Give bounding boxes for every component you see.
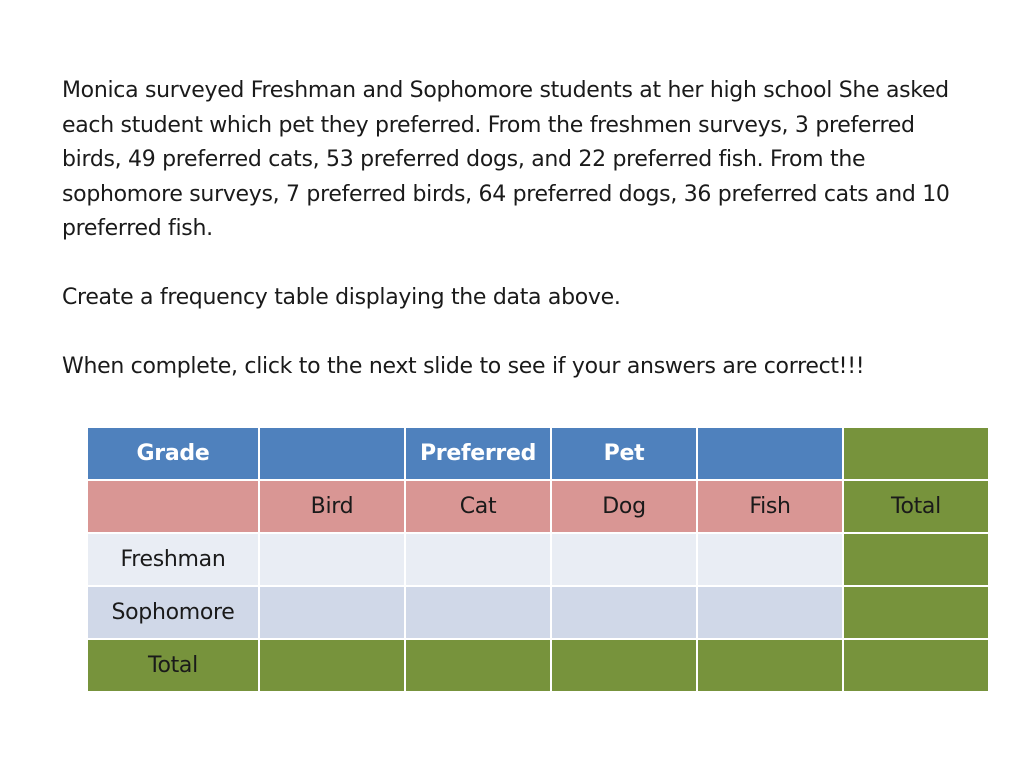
table-row-sophomore	[87, 586, 989, 639]
table-cell[interactable]	[697, 639, 843, 692]
table-cell[interactable]	[405, 586, 551, 639]
table-cell[interactable]	[697, 586, 843, 639]
table-cell-total[interactable]	[843, 586, 989, 639]
header-cell-pet: Pet	[551, 427, 697, 480]
category-cell-dog: Dog	[551, 480, 697, 533]
category-cell-cat: Cat	[405, 480, 551, 533]
next-slide-hint: When complete, click to the next slide to see if your answers are correct!!!	[62, 354, 865, 379]
table-cell[interactable]	[551, 639, 697, 692]
table-cell[interactable]	[259, 639, 405, 692]
row-label-total: Total	[87, 639, 259, 692]
table-cell[interactable]	[259, 533, 405, 586]
header-cell-blank	[259, 427, 405, 480]
row-label-freshman: Freshman	[87, 533, 259, 586]
table-cell[interactable]	[259, 586, 405, 639]
header-cell-preferred: Preferred	[405, 427, 551, 480]
table-row-total	[87, 639, 989, 692]
header-cell-blank	[697, 427, 843, 480]
table-cell[interactable]	[551, 586, 697, 639]
instruction-text: Create a frequency table displaying the data above.	[62, 285, 621, 310]
table-category-row	[87, 480, 989, 533]
table-cell[interactable]	[551, 533, 697, 586]
table-cell[interactable]	[405, 533, 551, 586]
header-cell-grade: Grade	[87, 427, 259, 480]
header-cell-blank	[843, 427, 989, 480]
category-cell-bird: Bird	[259, 480, 405, 533]
table-row-freshman	[87, 533, 989, 586]
table-header-row	[87, 427, 989, 480]
row-label-sophomore: Sophomore	[87, 586, 259, 639]
problem-text	[62, 74, 962, 385]
category-cell-total: Total	[843, 480, 989, 533]
category-cell-fish: Fish	[697, 480, 843, 533]
table-cell-total[interactable]	[843, 533, 989, 586]
category-cell-blank	[87, 480, 259, 533]
table-cell[interactable]	[697, 533, 843, 586]
frequency-table	[86, 426, 990, 693]
table-cell[interactable]	[405, 639, 551, 692]
table-cell-total[interactable]	[843, 639, 989, 692]
problem-statement: Monica surveyed Freshman and Sophomore students at her high school She asked each student which pet they preferred. From the freshmen surveys, 3 preferred birds, 49 preferred cats, 53 preferred dogs, and 22 preferred fish. From the sophomore surveys, 7 preferred birds, 64 preferred dogs, 36 preferred cats and 10 preferred fish.	[62, 78, 950, 241]
